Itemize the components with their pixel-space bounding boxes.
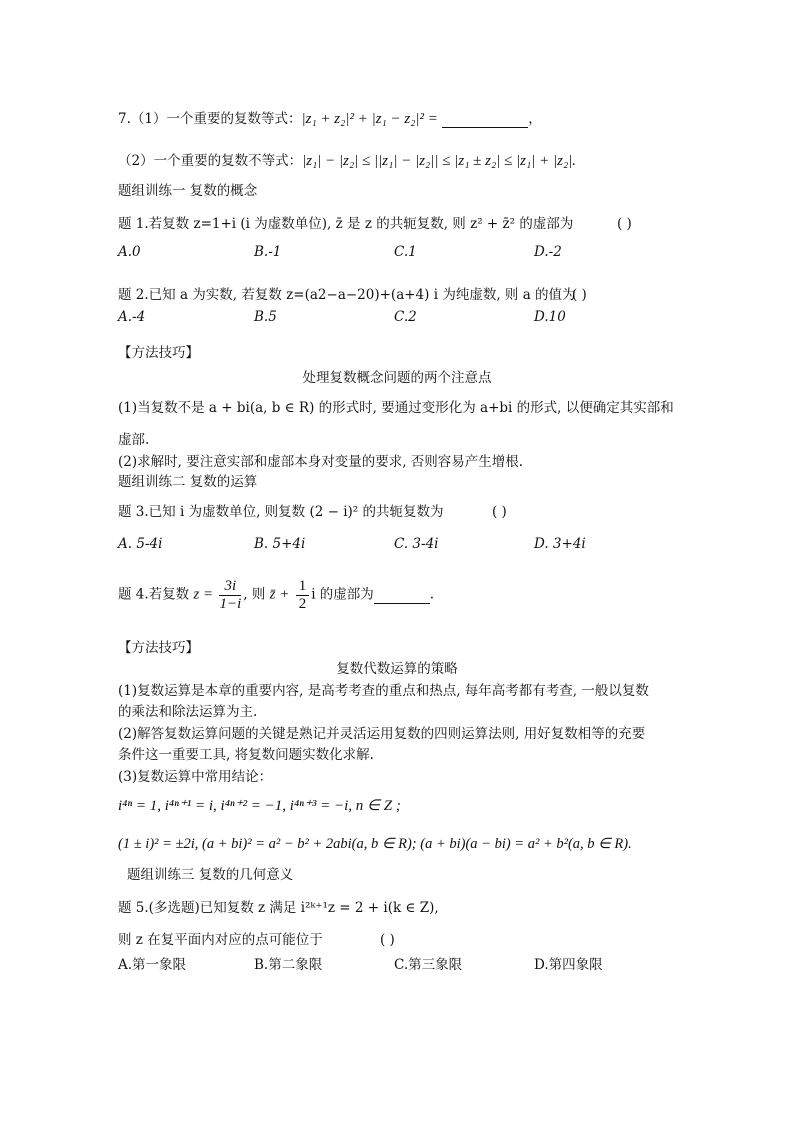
method-line-1: (1)复数运算是本章的重要内容, 是高考考查的重点和热点, 每年高考都有考查, 一般以复数	[118, 683, 649, 699]
fraction: $\frac{3i}{1-i}$	[219, 578, 242, 612]
option-d[interactable]: D.10	[534, 309, 566, 325]
answer-blank[interactable]	[442, 111, 528, 128]
answer-blank[interactable]	[374, 587, 430, 604]
method-title: 处理复数概念问题的两个注意点	[302, 370, 492, 386]
question-5: 题 5.(多选题)已知复数 z 满足 i²ᵏ⁺¹z = 2 + i(k ∈ Z),	[118, 900, 439, 916]
option-b[interactable]: B. 5+4i	[254, 536, 306, 552]
group2-title: 题组训练二 复数的运算	[118, 474, 258, 490]
question-5-line2: 则 z 在复平面内对应的点可能位于	[118, 932, 323, 948]
method-line-2b: 条件这一重要工具, 将复数问题实数化求解.	[118, 747, 374, 763]
question-3: 题 3.已知 i 为虚数单位, 则复数 (2 − i)² 的共轭复数为	[118, 504, 444, 520]
q7-equation: |z₁ + z₂|² + |z₁ − z₂|² =	[301, 111, 438, 127]
q7-part1: 7.（1）一个重要的复数等式：|z₁ + z₂|² + |z₁ − z₂|² = ，	[118, 111, 542, 127]
option-c[interactable]: C. 3-4i	[394, 536, 439, 552]
question-2: 题 2.已知 a 为实数, 若复数 z=(a2−a−20)+(a+4) i 为纯虚数, 则 a 的值为	[118, 287, 576, 303]
question-1: 题 1.若复数 z=1+i (i 为虚数单位), z̄ 是 z 的共轭复数, 则 z² + z̄² 的虚部为	[118, 216, 574, 232]
method-title: 复数代数运算的策略	[336, 661, 458, 677]
answer-paren: ( )	[617, 216, 632, 232]
question-4: 题 4.若复数 z = $\frac{3i}{1-i}$ , 则 z̄ + $\frac{1}{2}$ i 的虚部为 .	[118, 578, 435, 612]
option-c[interactable]: C.2	[394, 309, 417, 325]
answer-paren: ( )	[380, 932, 395, 948]
option-d[interactable]: D.-2	[534, 244, 562, 260]
option-b[interactable]: B.5	[254, 309, 277, 325]
option-c[interactable]: C.第三象限	[394, 957, 463, 973]
method-header: 【方法技巧】	[118, 345, 199, 361]
answer-paren: ( )	[492, 504, 507, 520]
fraction: $\frac{1}{2}$	[296, 578, 310, 612]
option-c[interactable]: C.1	[394, 244, 417, 260]
option-a[interactable]: A.0	[118, 244, 141, 260]
method-line-1b: 虚部.	[118, 432, 150, 448]
option-b[interactable]: B.第二象限	[254, 957, 323, 973]
q7-part2: （2）一个重要的复数不等式：|z₁| − |z₂| ≤ ||z₁| − |z₂|| ≤ |z₁ ± z₂| ≤ |z₁| + |z₂|.	[118, 153, 577, 169]
method-line-1b: 的乘法和除法运算为主.	[118, 704, 258, 720]
method-header: 【方法技巧】	[118, 640, 199, 656]
method-line-1: (1)当复数不是 a + bi(a, b ∈ R) 的形式时, 要通过变形化为 a+bi 的形式, 以便确定其实部和	[118, 400, 674, 416]
formula-squares: (1 ± i)² = ±2i, (a + bi)² = a² − b² + 2abi(a, b ∈ R); (a + bi)(a − bi) = a² + b²(a, b ∈ R).	[118, 836, 632, 852]
option-a[interactable]: A.第一象限	[118, 957, 187, 973]
q7-inequality: |z₁| − |z₂| ≤ ||z₁| − |z₂|| ≤ |z₁ ± z₂| ≤ |z₁| + |z₂|.	[302, 153, 577, 169]
group1-title: 题组训练一 复数的概念	[118, 183, 258, 199]
answer-paren: ( )	[572, 287, 587, 303]
option-a[interactable]: A.-4	[118, 309, 146, 325]
method-line-2: (2)解答复数运算问题的关键是熟记并灵活运用复数的四则运算法则, 用好复数相等的充要	[118, 726, 646, 742]
option-a[interactable]: A. 5-4i	[118, 536, 163, 552]
option-d[interactable]: D. 3+4i	[534, 536, 586, 552]
option-d[interactable]: D.第四象限	[534, 957, 603, 973]
method-line-3: (3)复数运算中常用结论：	[118, 769, 273, 785]
group3-title: 题组训练三 复数的几何意义	[127, 867, 294, 883]
method-line-2: (2)求解时, 要注意实部和虚部本身对变量的要求, 否则容易产生增根.	[118, 454, 524, 470]
formula-powers-of-i: i⁴ⁿ = 1, i⁴ⁿ⁺¹ = i, i⁴ⁿ⁺² = −1, i⁴ⁿ⁺³ = −i, n ∈ Z ;	[118, 798, 401, 814]
option-b[interactable]: B.-1	[254, 244, 282, 260]
